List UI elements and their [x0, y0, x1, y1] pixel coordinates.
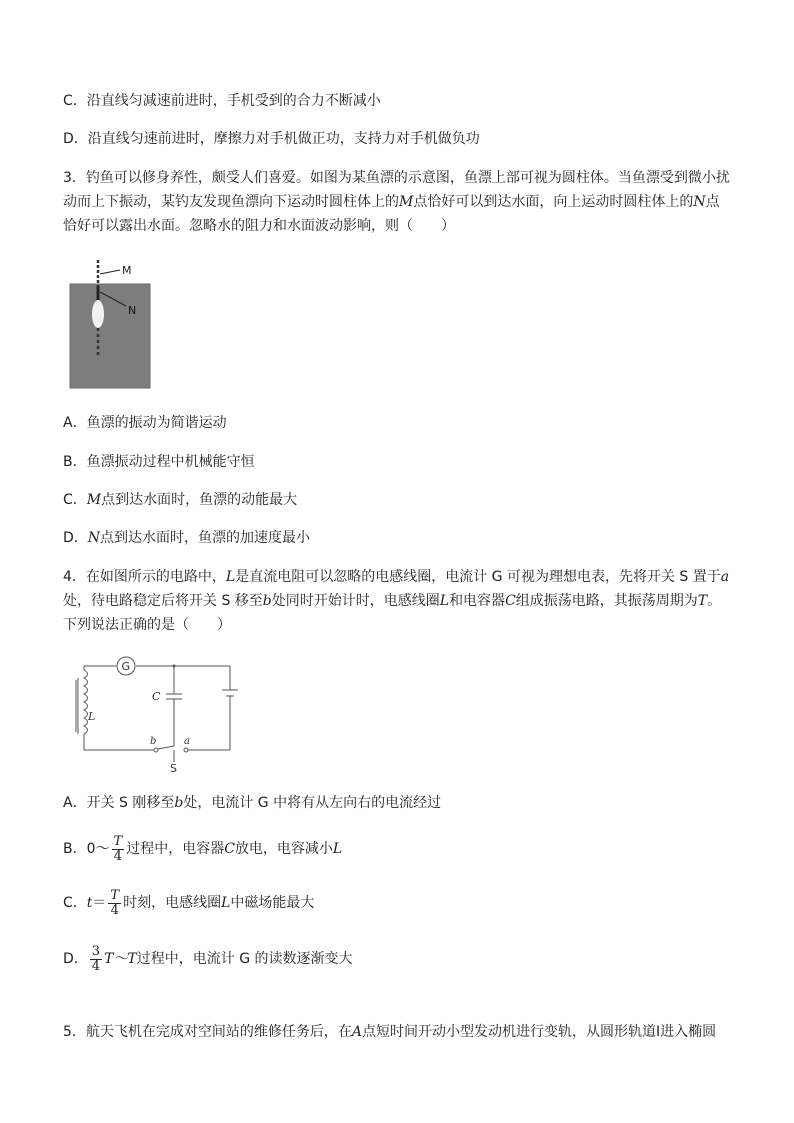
water-background [70, 284, 150, 388]
q3-option-c: C．M点到达水面时，鱼漂的动能最大 [63, 492, 298, 508]
q3-stem-line3: 恰好可以露出水面。忽略水的阻力和水面波动影响，则（ ） [63, 218, 455, 234]
fraction-t-over-4: $\frac{T}{4}$ [110, 887, 120, 918]
option-d-prev: D．沿直线匀速前进时，摩擦力对手机做正功，支持力对手机做负功 [63, 131, 480, 147]
fraction-t-over-4: $\frac{T}{4}$ [113, 833, 123, 864]
q4-stem-line1: 4．在如图所示的电路中，L是直流电阻可以忽略的电感线圈，电流计 G 可视为理想电表，先将开关 S 置于a [63, 569, 730, 585]
label-b: b [150, 736, 157, 747]
q4-stem-line3: 下列说法正确的是（ ） [63, 617, 231, 633]
float-body [92, 300, 104, 328]
label-m: M [122, 264, 132, 277]
q3-option-d: D．N点到达水面时，鱼漂的加速度最小 [63, 530, 311, 546]
q3-stem-line2: 动而上下振动，某钓友发现鱼漂向下运动时圆柱体上的M点恰好可以到达水面，向上运动时圆柱体上的N点 [63, 194, 720, 210]
q4-stem-line2: 处，待电路稳定后将开关 S 移至b处同时开始计时，电感线圈L和电容器C组成振荡电路，其振荡周期为T。 [63, 593, 722, 609]
fishing-float-figure [68, 252, 154, 390]
label-l: L [88, 710, 96, 723]
fraction-3-over-4: $\frac{3}{4}$ [91, 943, 101, 974]
q4-option-d: D． $\frac{3}{4}$ T～T过程中，电流计 G 的读数逐渐变大 [63, 943, 353, 974]
q5-stem-line1: 5．航天飞机在完成对空间站的维修任务后，在A点短时间开动小型发动机进行变轨，从圆形轨道Ⅰ进入椭圆 [63, 1024, 717, 1040]
label-g: G [121, 660, 131, 673]
q3-option-a: A．鱼漂的振动为简谐运动 [63, 415, 227, 431]
q4-option-b: B．0～ $\frac{T}{4}$ 过程中，电容器C放电，电容减小L [63, 833, 343, 864]
q3-option-b: B．鱼漂振动过程中机械能守恒 [63, 454, 255, 470]
q3-stem-line1: 3．钓鱼可以修身养性，颇受人们喜爱。如图为某鱼漂的示意图，鱼漂上部可视为圆柱体。当鱼漂受到微小扰 [63, 170, 730, 186]
label-a: a [184, 736, 190, 747]
label-n: N [128, 304, 137, 317]
option-c-prev: C．沿直线匀减速前进时，手机受到的合力不断减小 [63, 93, 381, 109]
q4-option-c: C．t＝ $\frac{T}{4}$ 时刻，电感线圈L中磁场能最大 [63, 887, 315, 918]
lc-circuit-figure [72, 650, 244, 775]
label-s: S [170, 762, 177, 775]
q4-option-a: A．开关 S 刚移至b处，电流计 G 中将有从左向右的电流经过 [63, 795, 442, 811]
label-c: C [152, 690, 161, 703]
